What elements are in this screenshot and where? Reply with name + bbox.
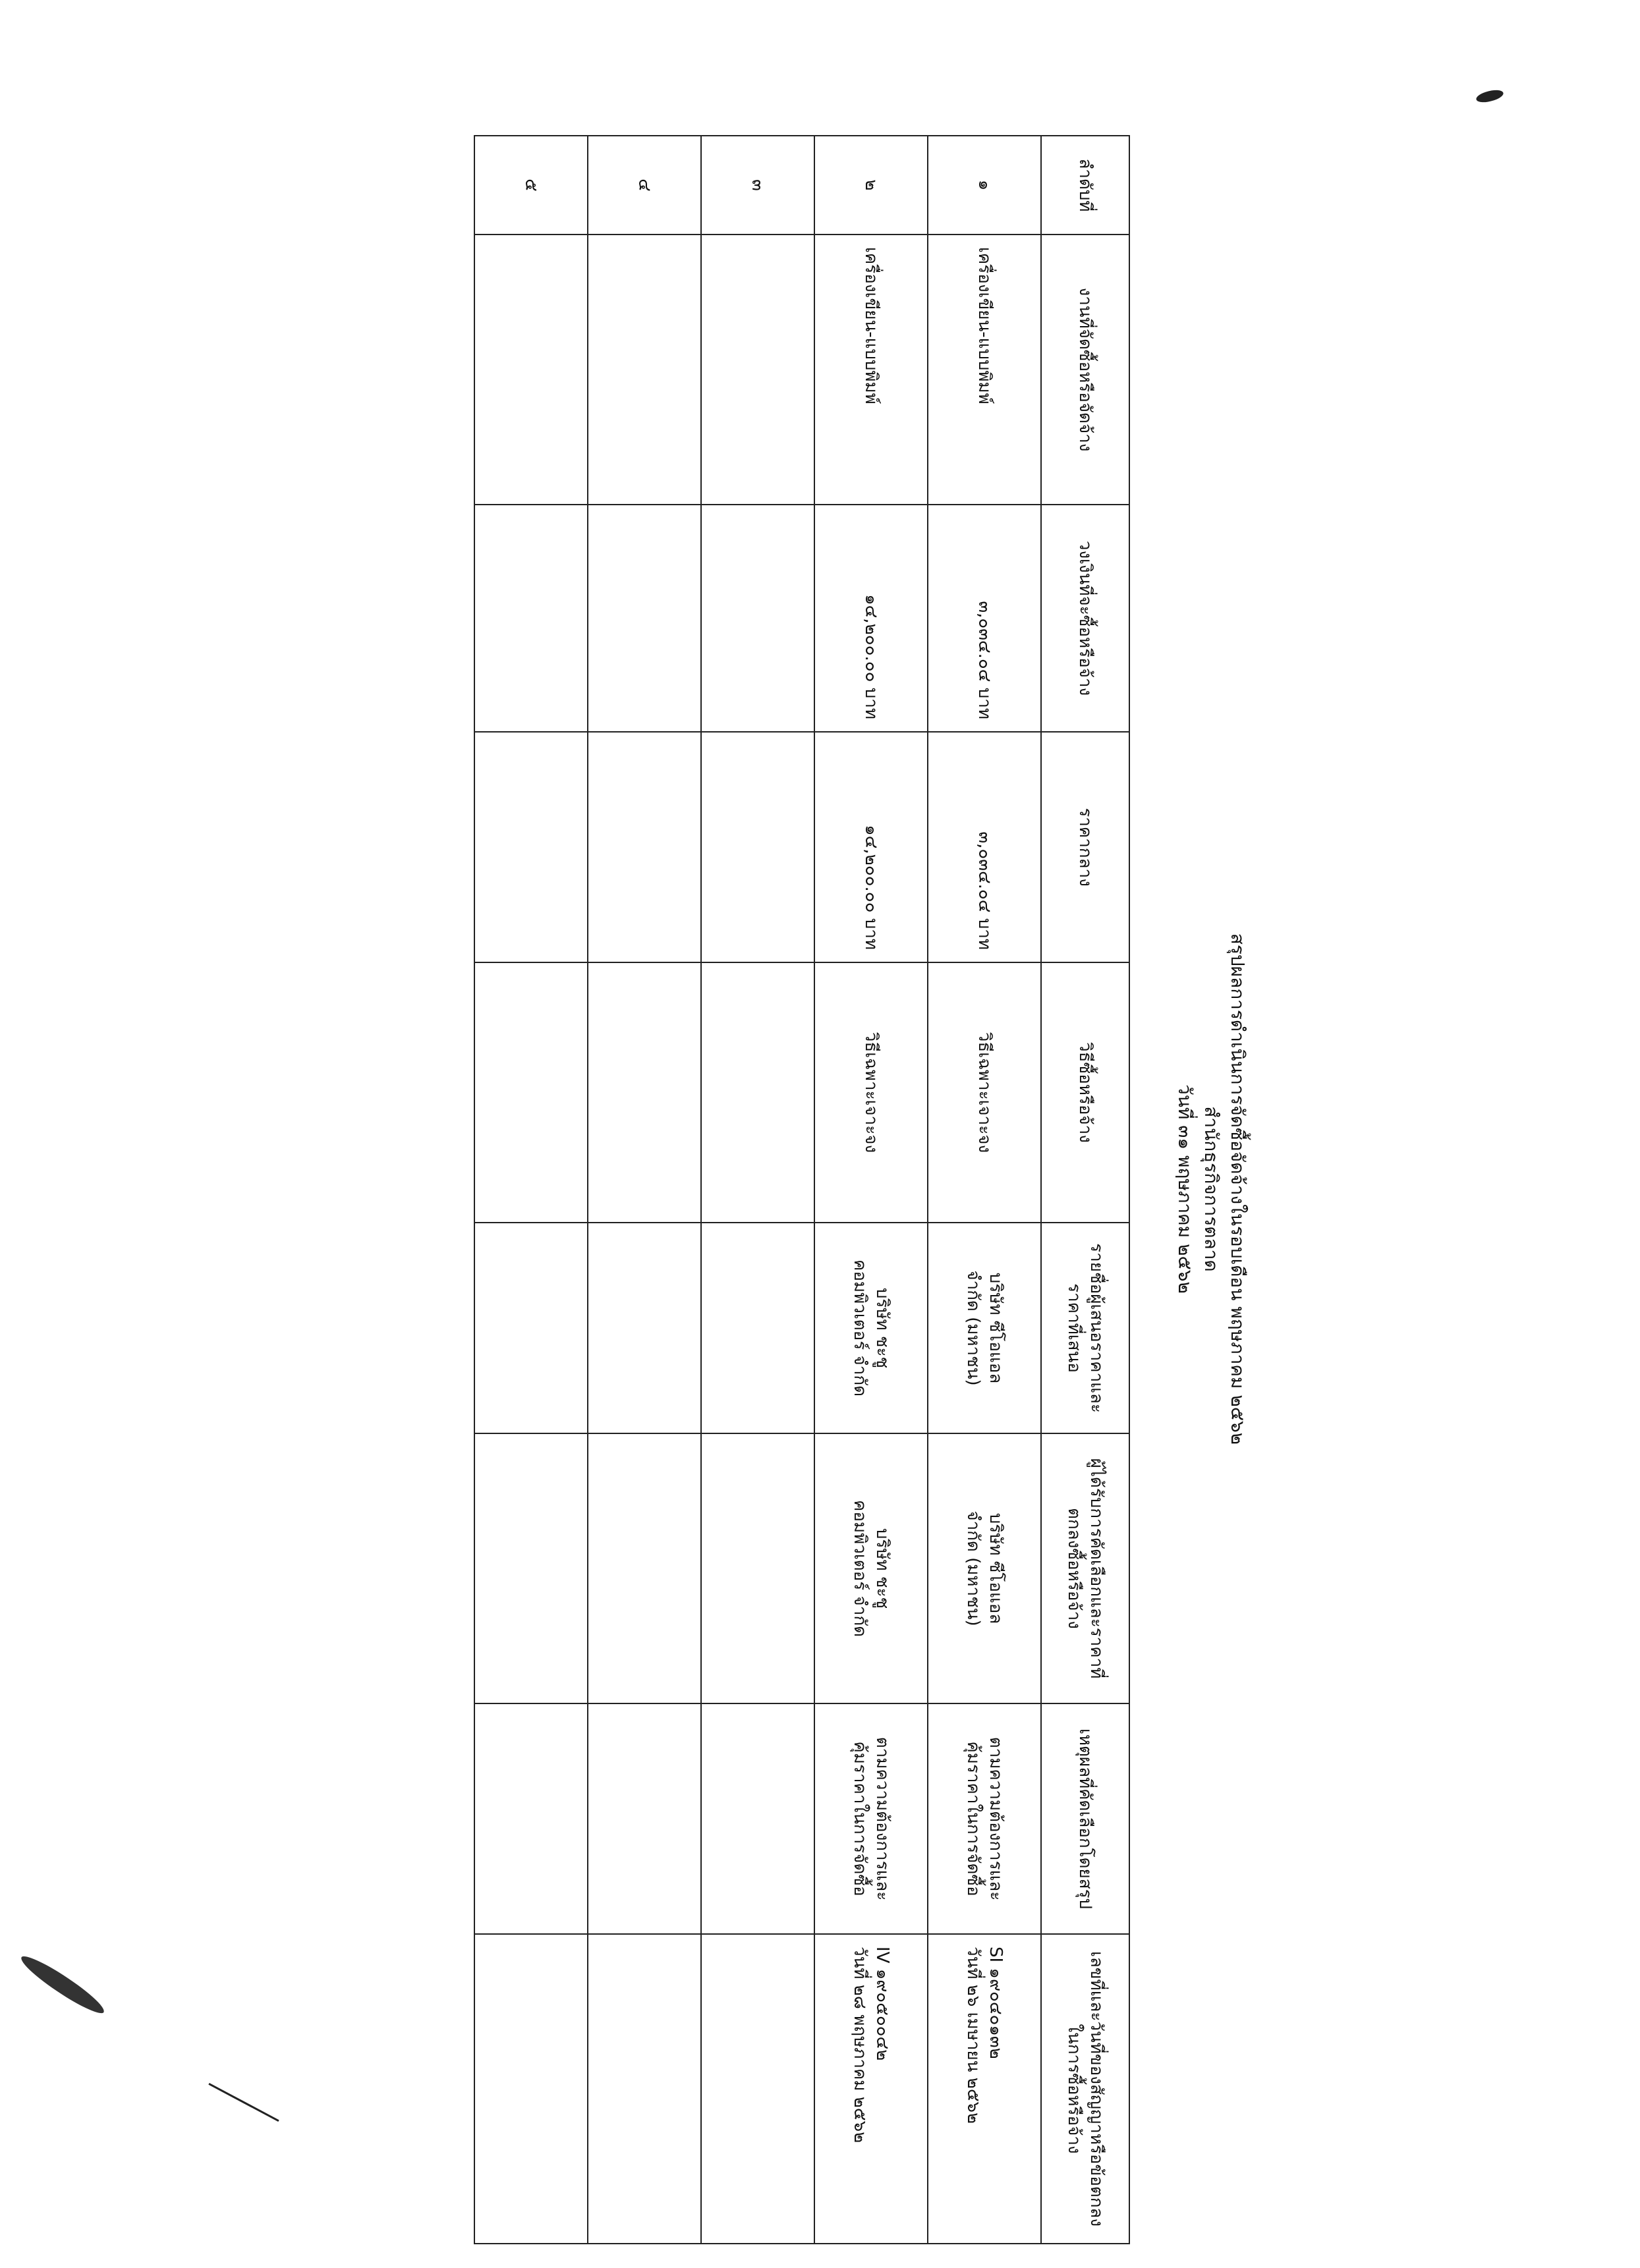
cell-median-price: ๑๔,๒๐๐.๐๐ บาท (814, 732, 928, 962)
cell-winner-line2: จำกัด (มหาชน) (963, 1510, 983, 1626)
cell-budget (588, 505, 701, 732)
cell-bidders (928, 1223, 1041, 1433)
col-header-median-price: ราคากลาง (1041, 732, 1129, 962)
cell-no: ๑ (928, 136, 1041, 235)
cell-winner (814, 1433, 928, 1703)
cell-no: ๒ (814, 136, 928, 235)
table-row (474, 136, 588, 2244)
cell-item (588, 235, 701, 505)
cell-item (701, 235, 814, 505)
cell-winner-line1: บริษัท ซีโอแอล (986, 1512, 1005, 1624)
col-header-winner: ผู้ได้รับการคัดเลือกและราคาที่ตกลงซื้อหรือจ้าง (1041, 1433, 1129, 1703)
agency-name: สำนักธุรกิจการตลาด (1201, 1106, 1222, 1272)
cell-reason-line1: ตามความต้องการและ (986, 1736, 1005, 1901)
table-row (588, 136, 701, 2244)
scan-line-left (208, 2083, 279, 2122)
cell-contract-line2: วันที่ ๒๘ พฤษภาคม ๒๕๖๒ (850, 1947, 870, 2144)
cell-reason (701, 1703, 814, 1934)
cell-median-price (474, 732, 588, 962)
table-row (701, 136, 814, 2244)
cell-contract (928, 1934, 1041, 2244)
cell-budget (701, 505, 814, 732)
cell-contract-line1: SI ๑๙๐๔๐๑๓๒ (986, 1947, 1005, 2059)
table-row (814, 136, 928, 2244)
cell-reason (474, 1703, 588, 1934)
col-header-bidders: รายชื่อผู้เสนอราคาและราคาที่เสนอ (1041, 1223, 1129, 1433)
cell-contract (814, 1934, 928, 2244)
rotated-page (425, 135, 1249, 2243)
cell-bidders (474, 1223, 588, 1433)
col-header-no: ลำดับที่ (1041, 136, 1129, 235)
scan-smudge-top (1475, 87, 1505, 105)
cell-winner-line2: คอมพิวเตอร์ จำกัด (850, 1500, 870, 1637)
cell-bidders-line2: จำกัด (มหาชน) (963, 1270, 983, 1386)
table-row (928, 136, 1041, 2244)
cell-method: วิธีเฉพาะเจาะจง (814, 962, 928, 1223)
scan-smudge-left (16, 1951, 109, 2018)
cell-bidders-line2: คอมพิวเตอร์ จำกัด (850, 1259, 870, 1397)
cell-contract (474, 1934, 588, 2244)
cell-contract (701, 1934, 814, 2244)
cell-winner (474, 1433, 588, 1703)
cell-median-price (588, 732, 701, 962)
col-header-reason: เหตุผลที่คัดเลือกโดยสรุป (1041, 1703, 1129, 1934)
cell-median-price: ๓,๐๓๔.๐๔ บาท (928, 732, 1041, 962)
cell-bidders (588, 1223, 701, 1433)
table-header-row (1041, 136, 1129, 2244)
cell-reason-line2: คุ้มราคาในการจัดซื้อ (850, 1741, 870, 1896)
cell-winner (928, 1433, 1041, 1703)
cell-no: ๓ (701, 136, 814, 235)
cell-winner-line1: บริษัท ชะชู (872, 1528, 892, 1609)
cell-reason (928, 1703, 1041, 1934)
cell-budget: ๓,๐๓๔.๐๔ บาท (928, 505, 1041, 732)
cell-item: เครื่องเขียน-แบบพิมพ์ (928, 235, 1041, 505)
cell-contract (588, 1934, 701, 2244)
cell-budget (474, 505, 588, 732)
cell-reason-line2: คุ้มราคาในการจัดซื้อ (963, 1741, 983, 1896)
cell-contract-line2: วันที่ ๒๖ เมษายน ๒๕๖๒ (963, 1947, 983, 2124)
cell-bidders (814, 1223, 928, 1433)
cell-item (474, 235, 588, 505)
cell-method (474, 962, 588, 1223)
col-header-method: วิธีซื้อหรือจ้าง (1041, 962, 1129, 1223)
col-header-item: งานที่จัดซื้อหรือจัดจ้าง (1041, 235, 1129, 505)
cell-no: ๔ (588, 136, 701, 235)
cell-median-price (701, 732, 814, 962)
cell-budget: ๑๔,๒๐๐.๐๐ บาท (814, 505, 928, 732)
cell-contract-line1: IV ๑๙๐๕๐๐๔๒ (872, 1947, 892, 2061)
cell-bidders-line1: บริษัท ซีโอแอล (986, 1272, 1005, 1384)
cell-no: ๕ (474, 136, 588, 235)
cell-winner (701, 1433, 814, 1703)
report-date: วันที่ ๓๑ พฤษภาคม ๒๕๖๒ (1174, 1084, 1196, 1294)
col-header-budget: วงเงินที่จะซื้อหรือจ้าง (1041, 505, 1129, 732)
cell-item: เครื่องเขียน-แบบพิมพ์ (814, 235, 928, 505)
cell-method: วิธีเฉพาะเจาะจง (928, 962, 1041, 1223)
cell-method (588, 962, 701, 1223)
cell-reason-line1: ตามความต้องการและ (872, 1736, 892, 1901)
cell-method (701, 962, 814, 1223)
report-title: สรุปผลการดำเนินการจัดซื้อจัดจ้างในรอบเดือน พฤษภาคม ๒๕๖๒ (1227, 933, 1249, 1445)
cell-bidders (701, 1223, 814, 1433)
cell-reason (588, 1703, 701, 1934)
cell-winner (588, 1433, 701, 1703)
cell-reason (814, 1703, 928, 1934)
col-header-contract: เลขที่และวันที่ของสัญญาหรือข้อตกลงในการซื้อหรือจ้าง (1041, 1934, 1129, 2244)
cell-bidders-line1: บริษัท ชะชู (872, 1287, 892, 1369)
procurement-table (474, 135, 1130, 2244)
